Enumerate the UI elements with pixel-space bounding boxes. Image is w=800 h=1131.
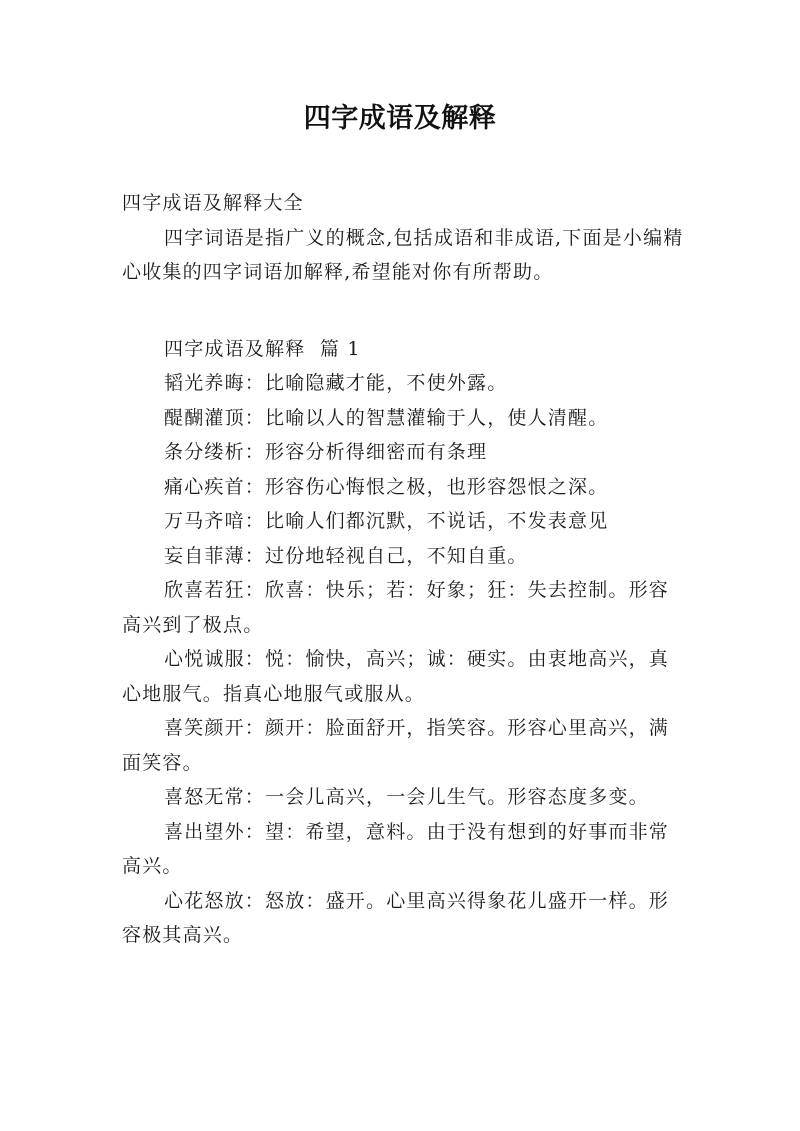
idiom-entry: 心悦诚服：悦：愉快，高兴；诚：硬实。由衷地高兴，真心地服气。指真心地服气或服从。 [122,648,670,705]
idiom-entry: 妄自菲薄：过份地轻视自己，不知自重。 [164,544,528,567]
document-body [122,186,688,953]
idiom-entry: 喜笑颜开：颜开：脸面舒开，指笑容。形容心里高兴，满面笑容。 [122,717,670,774]
idiom-entry: 韬光养晦：比喻隐藏才能，不使外露。 [164,372,508,394]
idiom-entry: 喜出望外：望：希望，意料。由于没有想到的好事而非常高兴。 [122,820,670,877]
document-subtitle: 四字成语及解释大全 [122,192,304,214]
section-heading: 四字成语及解释 篇 1 [164,337,361,360]
idiom-entry: 醍醐灌顶：比喻以人的智慧灌输于人，使人清醒。 [164,406,609,429]
idiom-entry: 痛心疾首：形容伤心悔恨之极，也形容怨恨之深。 [164,475,609,498]
idiom-entry: 条分缕析：形容分析得细密而有条理 [164,441,488,463]
idiom-entry: 心花怒放：怒放：盛开。心里高兴得象花儿盛开一样。形容极其高兴。 [122,889,670,946]
idiom-entry: 万马齐喑：比喻人们都沉默，不说话，不发表意见 [164,510,609,532]
idiom-entry: 欣喜若狂：欣喜：快乐；若：好象；狂：失去控制。形容高兴到了极点。 [122,579,670,636]
intro-paragraph: 四字词语是指广义的概念,包括成语和非成语,下面是小编精心收集的四字词语加解释,希望能对你有所帮助。 [122,226,684,283]
idiom-entry: 喜怒无常：一会儿高兴，一会儿生气。形容态度多变。 [164,786,649,808]
page-title: 四字成语及解释 [303,103,497,134]
